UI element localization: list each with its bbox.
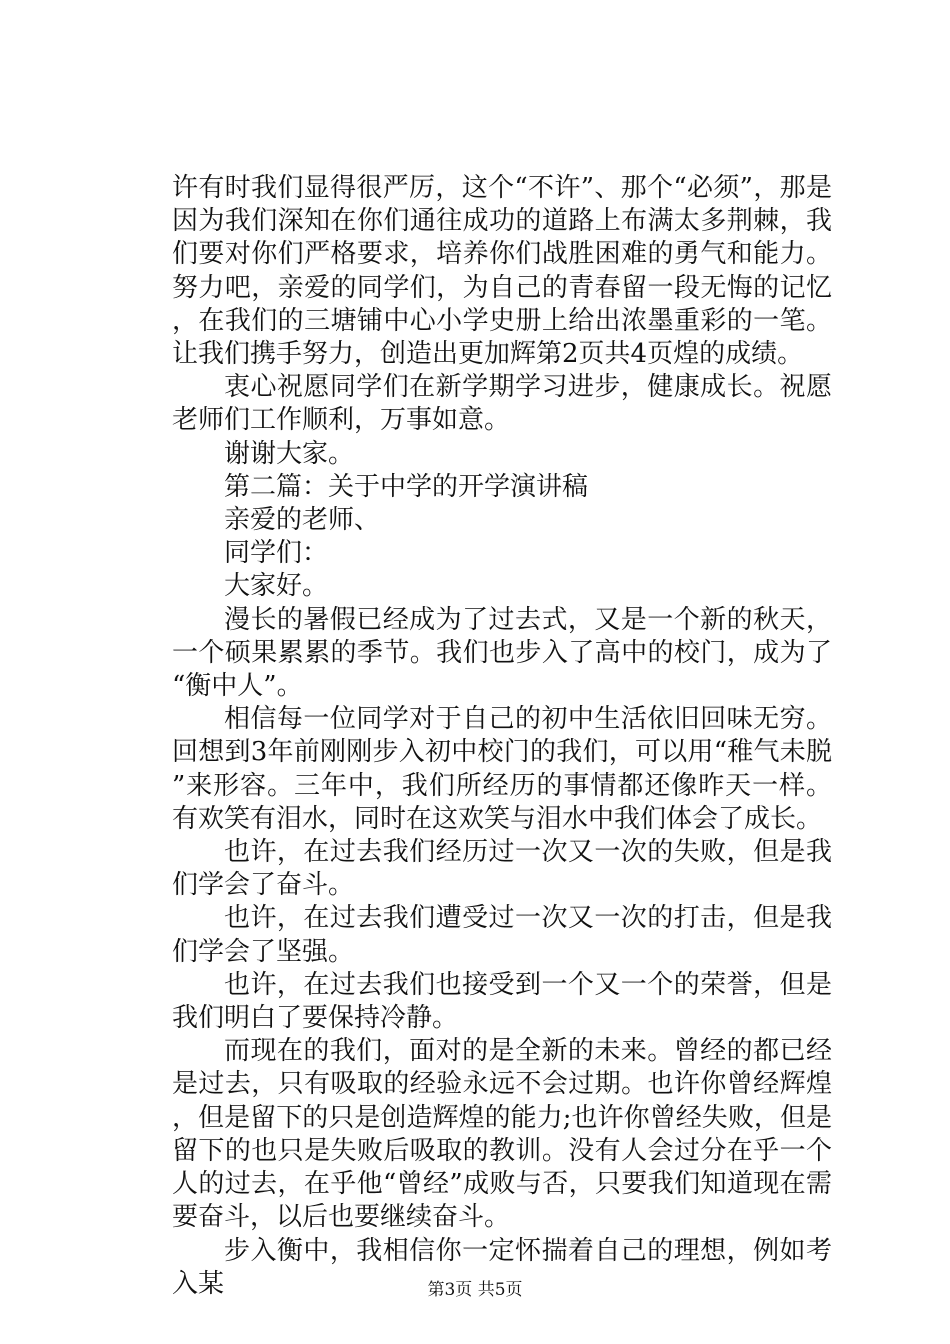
paragraph-10: 也许，在过去我们经历过一次又一次的失败，但是我们学会了奋斗。 <box>172 837 832 901</box>
paragraph-12: 也许，在过去我们也接受到一个又一个的荣誉，但是我们明白了要保持冷静。 <box>172 969 832 1034</box>
section-heading: 第二篇：关于中学的开学演讲稿 <box>224 471 589 502</box>
salutation-students: 同学们： <box>224 538 329 569</box>
page-footer: 第3页 共5页 <box>427 1280 523 1300</box>
paragraph-9: 相信每一位同学对于自己的初中生活依旧回味无穷。回想到3年前刚刚步入初中校门的我们，可以用“稚气未脱”来形容。三年中，我们所经历的事情都还像昨天一样。有欢笑有泪水，同时在这欢笑与泪水中我们体会了成长。 <box>172 704 832 834</box>
paragraph-13: 而现在的我们，面对的是全新的未来。曾经的都已经是过去，只有吸取的经验永远不会过期。也许你曾经辉煌，但是留下的只是创造辉煌的能力;也许你曾经失败，但是留下的也只是失败后吸取的教训。没有人会过分在乎一个人的过去，在乎他“曾经”成败与否，只要我们知道现在需要奋斗，以后也要继续奋斗。 <box>172 1036 832 1233</box>
paragraph-14: 步入衡中，我相信你一定怀揣着自己的理想，例如考入某 <box>172 1235 832 1299</box>
paragraph-1: 许有时我们显得很严厉，这个“不许”、那个“必须”，那是因为我们深知在你们通往成功的道路上布满太多荆棘，我们要对你们严格要求，培养你们战胜困难的勇气和能力。努力吧，亲爱的同学们，为自己的青春留一段无悔的记忆，在我们的三塘铺中心小学史册上给出浓墨重彩的一笔。让我们携手努力，创造出更加辉第2页共4页煌的成绩。 <box>172 173 832 370</box>
salutation-teachers: 亲爱的老师、 <box>224 505 381 536</box>
greeting: 大家好。 <box>224 571 329 602</box>
paragraph-11: 也许，在过去我们遭受过一次又一次的打击，但是我们学会了坚强。 <box>172 903 832 967</box>
document-body <box>172 172 832 1301</box>
paragraph-3: 谢谢大家。 <box>224 438 355 469</box>
paragraph-2: 衷心祝愿同学们在新学期学习进步，健康成长。祝愿老师们工作顺利，万事如意。 <box>172 372 832 436</box>
paragraph-8: 漫长的暑假已经成为了过去式，又是一个新的秋天，一个硕果累累的季节。我们也步入了高中的校门，成为了“衡中人”。 <box>172 604 832 702</box>
